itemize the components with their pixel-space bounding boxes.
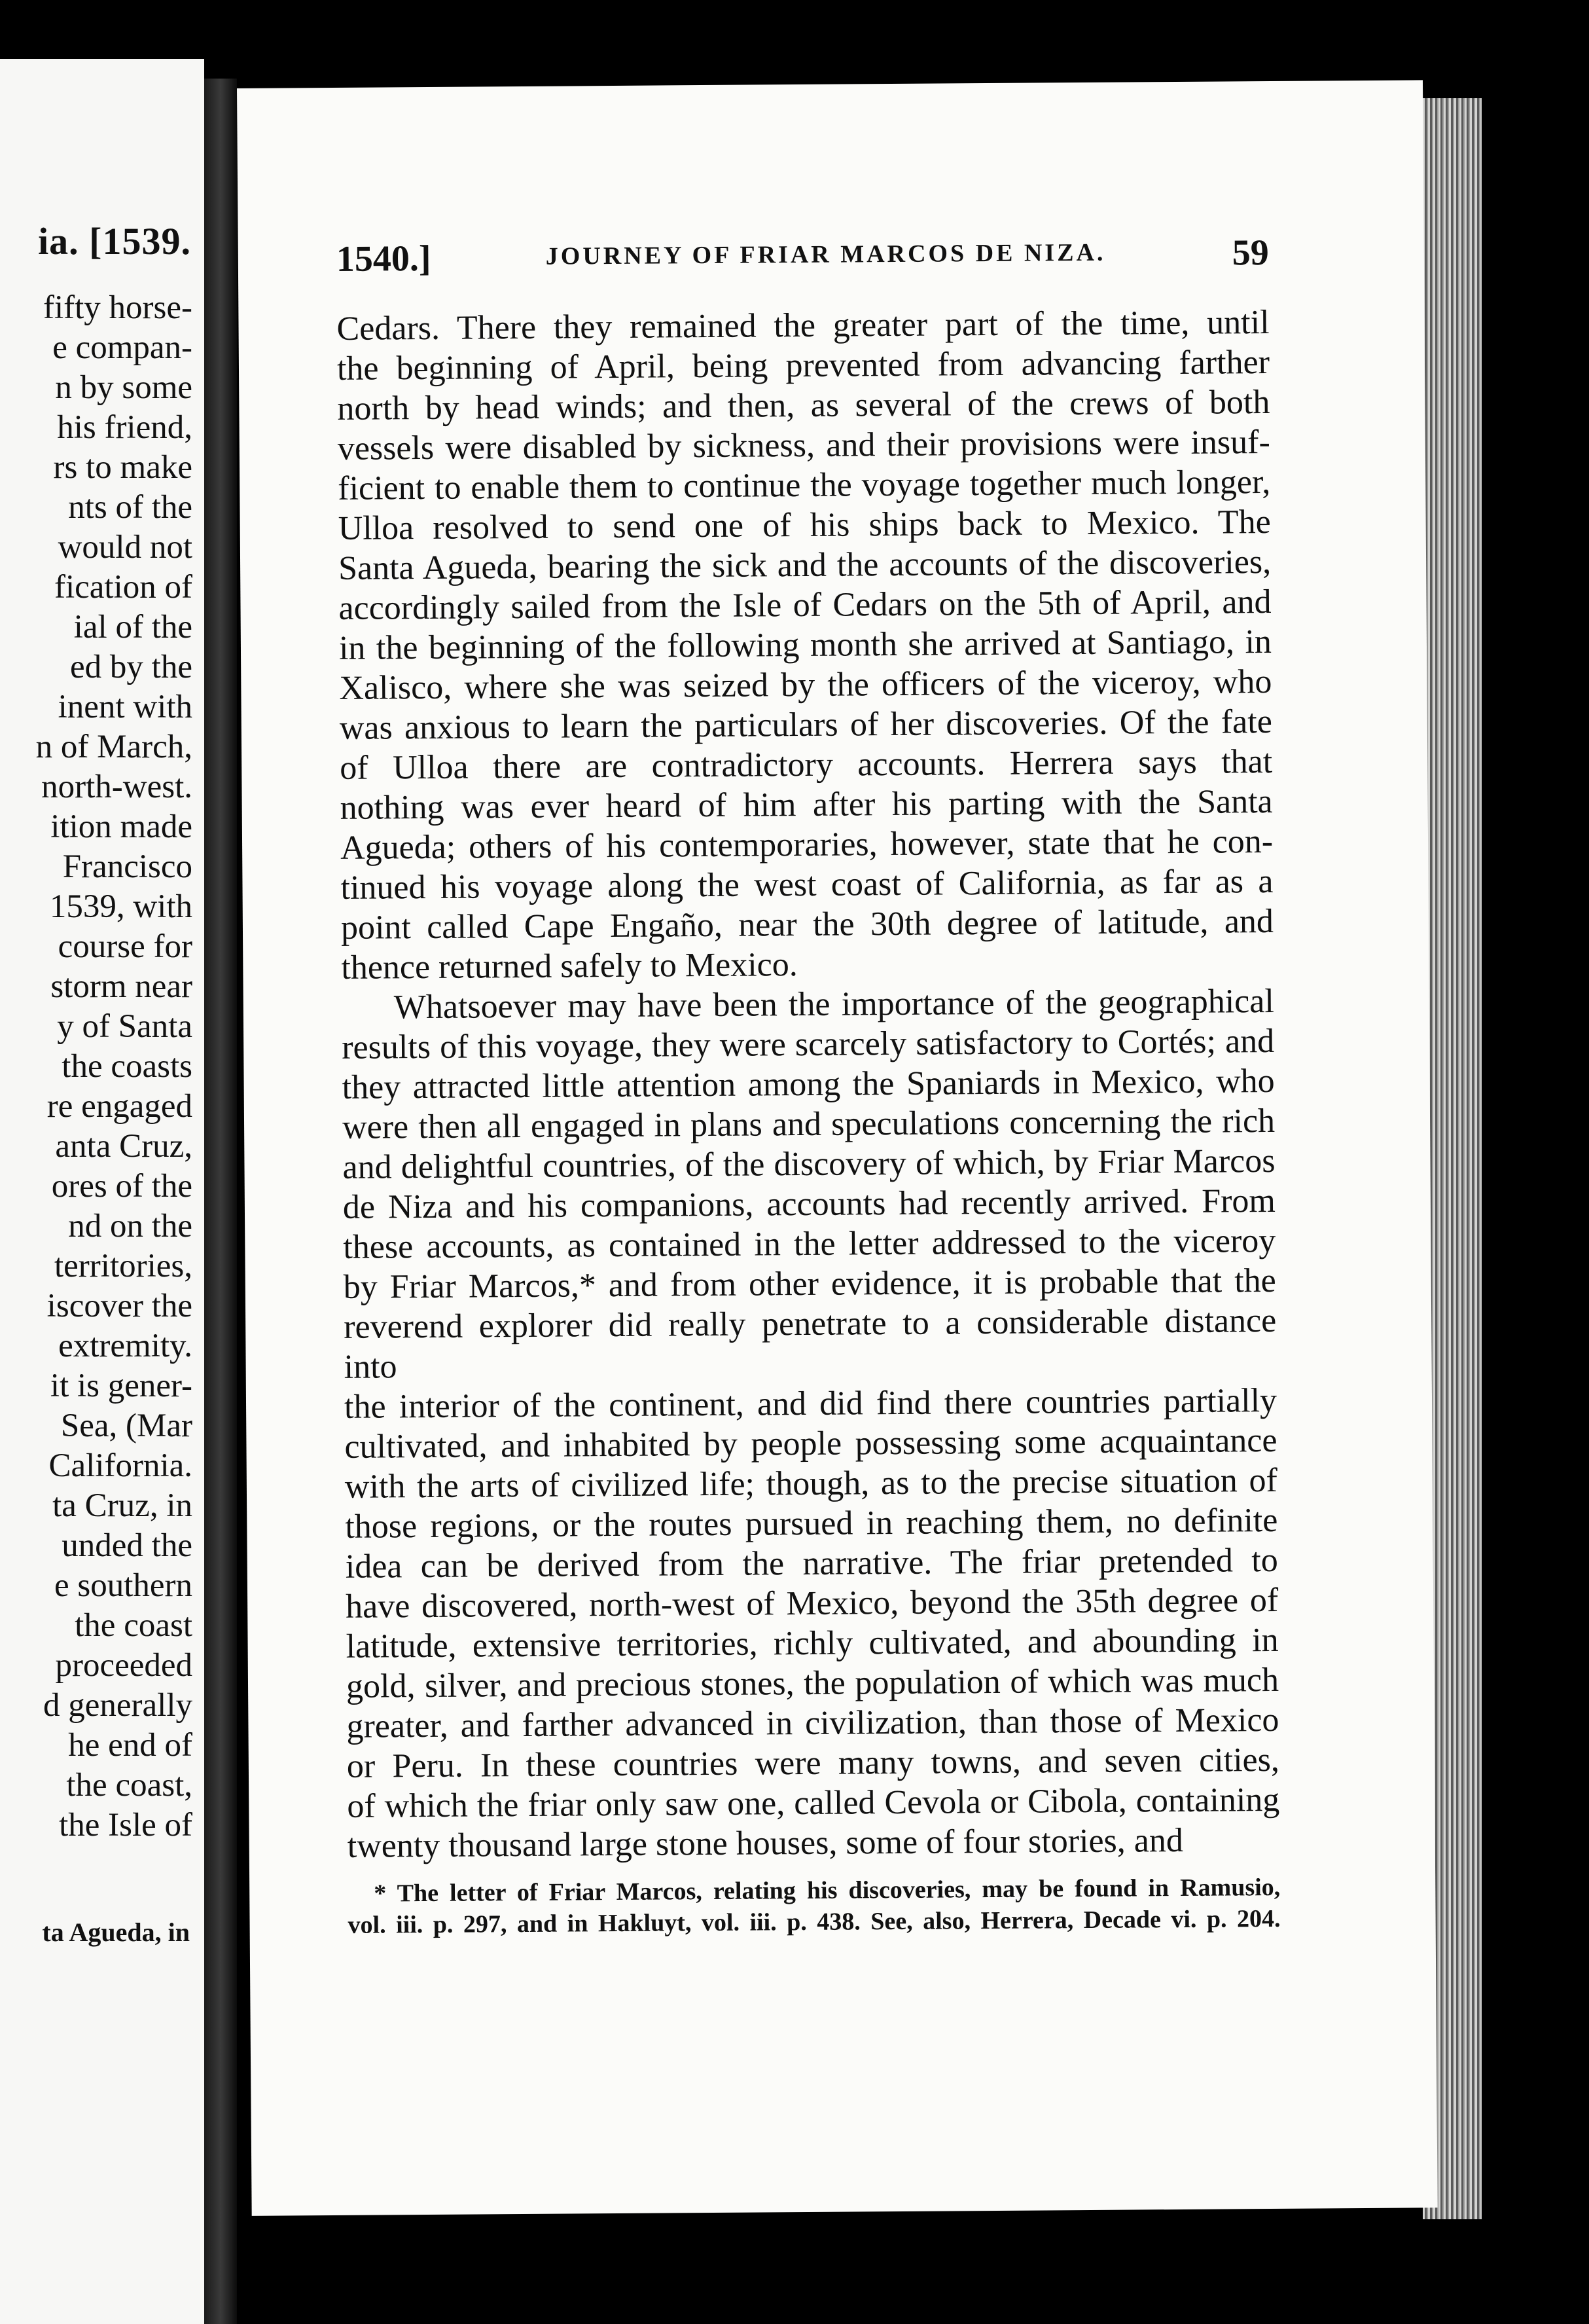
text-line: cultivated, and inhabited by people possessing some acquaintance: [344, 1421, 1277, 1466]
text-line: Xalisco, where she was seized by the officers of the viceroy, who: [339, 663, 1272, 707]
text-line: they attracted little attention among the Spaniards in Mexico, who: [342, 1062, 1275, 1106]
text-line: have discovered, north-west of Mexico, beyond the 35th degree of: [345, 1581, 1279, 1625]
footnote-line: * The letter of Friar Marcos, relating his discoveries, may be found in Ramusio,: [374, 1873, 1281, 1908]
page-number: 59: [1232, 232, 1270, 274]
running-head-year: 1540.]: [336, 238, 431, 280]
footnote-line: vol. iii. p. 297, and in Hakluyt, vol. iii. p. 438. See, also, Herrera, Decade vi. p. 204.: [348, 1904, 1281, 1939]
left-page-line: course for: [58, 928, 192, 965]
left-page-line: the coast: [75, 1607, 192, 1644]
text-line: greater, and farther advanced in civilization, than those of Mexico: [346, 1701, 1279, 1745]
left-page-line: d generally: [43, 1687, 192, 1724]
text-line: Whatsoever may have been the importance of the geographical: [393, 982, 1274, 1026]
book-gutter: [204, 79, 237, 2324]
left-page-line: re engaged: [46, 1088, 192, 1125]
text-line: Cedars. There they remained the greater part of the time, until: [336, 303, 1270, 348]
left-page-line: California.: [48, 1447, 192, 1484]
left-page-running-head: ia. [1539.: [38, 220, 191, 263]
left-page-line: rs to make: [53, 449, 192, 486]
text-line: Agueda; others of his contemporaries, however, state that he con-: [340, 822, 1274, 867]
text-line: results of this voyage, they were scarcely satisfactory to Cortés; and: [342, 1022, 1275, 1066]
text-line: of Ulloa there are contradictory accounts. Herrera says that: [340, 742, 1273, 787]
text-line: the beginning of April, being prevented from advancing farther: [336, 343, 1270, 388]
left-page-line: iscover the: [46, 1288, 192, 1324]
left-page-line: anta Cruz,: [55, 1128, 192, 1165]
text-line: idea can be derived from the narrative. The friar pretended to: [345, 1541, 1278, 1586]
text-line: the interior of the continent, and did find there countries partially: [344, 1381, 1277, 1426]
left-page-line: it is gener-: [50, 1368, 192, 1404]
left-page-line: ores of the: [51, 1168, 192, 1205]
text-line: with the arts of civilized life; though, as to the precise situation of: [344, 1461, 1278, 1506]
left-page-line: his friend,: [57, 409, 192, 446]
left-page-line: the coasts: [62, 1048, 192, 1085]
left-page-line: ta Cruz, in: [52, 1487, 192, 1524]
left-page-line: Francisco: [62, 848, 192, 885]
text-line: were then all engaged in plans and speculations concerning the rich: [342, 1102, 1276, 1146]
text-line: thence returned safely to Mexico.: [341, 946, 798, 987]
left-page-line: north-west.: [41, 769, 192, 805]
left-page-line: the coast,: [66, 1767, 192, 1804]
text-line: in the beginning of the following month she arrived at Santiago, in: [338, 623, 1272, 667]
left-page-line: Sea, (Mar: [60, 1407, 192, 1444]
left-page-line: fication of: [54, 569, 192, 606]
text-line: those regions, or the routes pursued in reaching them, no definite: [345, 1501, 1278, 1546]
text-line: was anxious to learn the particulars of her discoveries. Of the fate: [339, 702, 1272, 747]
text-line: twenty thousand large stone houses, some of four stories, and: [347, 1821, 1184, 1865]
left-page-line: n of March,: [35, 729, 192, 765]
left-page-line: 1539, with: [49, 888, 192, 925]
left-page-line: ition made: [50, 808, 192, 845]
text-line: and delightful countries, of the discovery of which, by Friar Marcos: [342, 1142, 1276, 1186]
text-line: Santa Agueda, bearing the sick and the accounts of the discoveries,: [338, 543, 1272, 587]
left-page-line: nd on the: [68, 1208, 192, 1244]
text-line: tinued his voyage along the west coast of California, as far as a: [340, 862, 1274, 907]
text-line: by Friar Marcos,* and from other evidence, it is probable that the: [343, 1262, 1276, 1306]
left-page-line: would not: [58, 529, 192, 566]
left-page-line: territories,: [54, 1248, 192, 1284]
text-line: latitude, extensive territories, richly cultivated, and abounding in: [346, 1621, 1279, 1665]
left-page-line: nts of the: [68, 489, 192, 526]
text-line: or Peru. In these countries were many towns, and seven cities,: [346, 1741, 1280, 1785]
text-line: reverend explorer did really penetrate to a considerable distance into: [344, 1301, 1277, 1386]
left-page-line: ial of the: [73, 609, 192, 645]
left-page-line: extremity.: [58, 1328, 192, 1364]
left-page-line: fifty horse-: [43, 289, 192, 326]
running-head: [336, 232, 1269, 284]
text-line: north by head winds; and then, as several of the crews of both: [337, 383, 1270, 427]
left-facing-page: [0, 59, 204, 2324]
text-line: point called Cape Engaño, near the 30th degree of latitude, and: [340, 902, 1274, 947]
left-page-text: [36, 288, 192, 1845]
text-line: of which the friar only saw one, called Cevola or Cibola, containing: [347, 1781, 1280, 1825]
main-page: [237, 80, 1438, 2216]
footnote: [348, 1872, 1281, 1941]
text-line: gold, silver, and precious stones, the population of which was much: [346, 1661, 1279, 1705]
text-line: accordingly sailed from the Isle of Cedars on the 5th of April, and: [338, 583, 1272, 627]
left-page-line: ed by the: [70, 649, 192, 685]
left-page-line: proceeded: [55, 1647, 192, 1684]
text-line: vessels were disabled by sickness, and their provisions were insuf-: [337, 423, 1271, 467]
running-head-title: JOURNEY OF FRIAR MARCOS DE NIZA.: [545, 238, 1106, 270]
left-page-line: he end of: [68, 1727, 192, 1764]
body-text: [336, 302, 1280, 1866]
left-page-footnote: ta Agueda, in: [42, 1917, 190, 1947]
text-line: de Niza and his companions, accounts had recently arrived. From: [342, 1182, 1276, 1226]
left-page-line: unded the: [62, 1527, 192, 1564]
text-line: nothing was ever heard of him after his parting with the Santa: [340, 782, 1273, 827]
left-page-line: e southern: [54, 1567, 192, 1604]
left-page-line: y of Santa: [57, 1008, 192, 1045]
text-line: these accounts, as contained in the letter addressed to the viceroy: [343, 1222, 1276, 1266]
text-line: ficient to enable them to continue the voyage together much longer,: [338, 463, 1271, 507]
left-page-line: the Isle of: [59, 1807, 192, 1843]
text-line: Ulloa resolved to send one of his ships back to Mexico. The: [338, 503, 1271, 547]
left-page-line: storm near: [50, 968, 192, 1005]
left-page-line: e compan-: [52, 329, 192, 366]
left-page-line: n by some: [55, 369, 192, 406]
left-page-line: inent with: [58, 689, 192, 725]
